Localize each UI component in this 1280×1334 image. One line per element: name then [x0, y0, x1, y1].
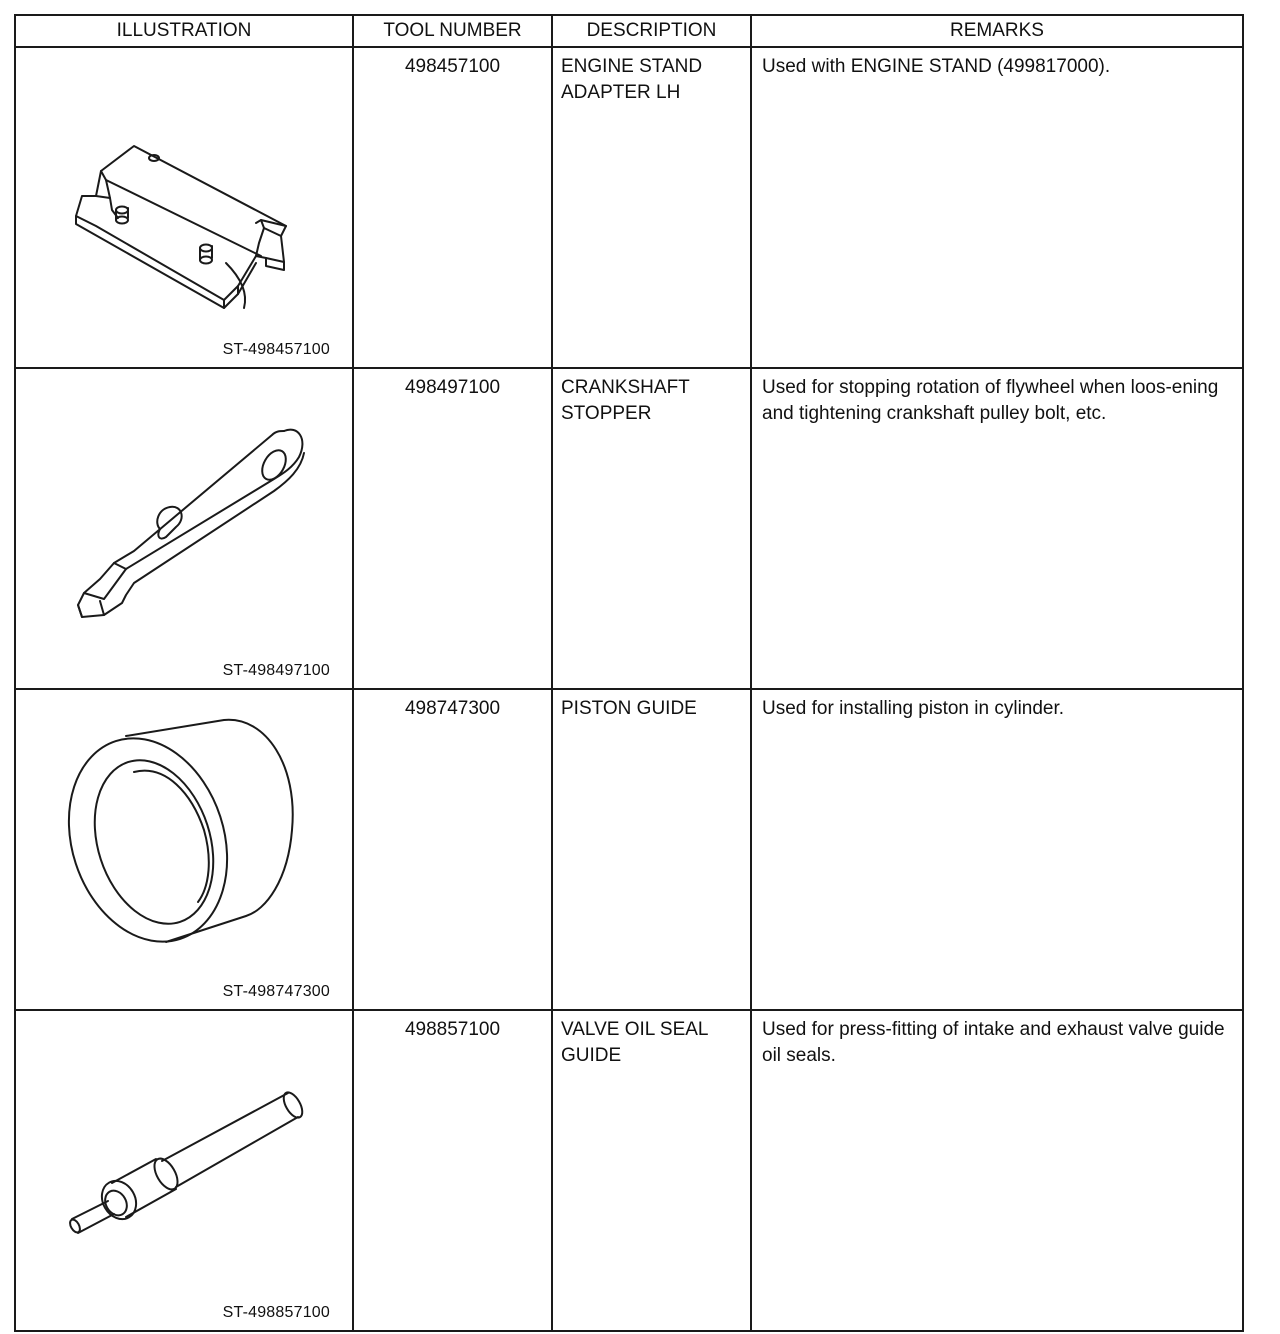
illustration-code: ST-498857100 [222, 1304, 330, 1321]
table-row [15, 689, 1243, 1010]
table-row [15, 368, 1243, 689]
header-illustration: ILLUSTRATION [15, 15, 353, 47]
engine-stand-adapter-icon [16, 48, 352, 358]
header-tool-number: TOOL NUMBER [353, 15, 552, 47]
tool-number: 498497100 [353, 368, 552, 689]
table-row [15, 1010, 1243, 1331]
illustration-code: ST-498497100 [222, 662, 330, 679]
remarks: Used for stopping rotation of flywheel when loos-ening and tightening crankshaft pulley bolt, etc. [751, 368, 1243, 689]
table-row [15, 47, 1243, 368]
tool-number: 498857100 [353, 1010, 552, 1331]
header-description: DESCRIPTION [552, 15, 751, 47]
illustration-cell [15, 368, 353, 689]
remarks: Used for press-fitting of intake and exhaust valve guide oil seals. [751, 1010, 1243, 1331]
description: VALVE OIL SEAL GUIDE [552, 1010, 751, 1331]
illustration-cell [15, 47, 353, 368]
header-remarks: REMARKS [751, 15, 1243, 47]
description: ENGINE STAND ADAPTER LH [552, 47, 751, 368]
piston-guide-icon [16, 690, 352, 1000]
description: CRANKSHAFT STOPPER [552, 368, 751, 689]
valve-oil-seal-guide-icon [16, 1011, 352, 1321]
header-row [15, 15, 1243, 47]
illustration-code: ST-498747300 [222, 983, 330, 1000]
tool-number: 498457100 [353, 47, 552, 368]
description: PISTON GUIDE [552, 689, 751, 1010]
illustration-cell [15, 1010, 353, 1331]
remarks: Used for installing piston in cylinder. [751, 689, 1243, 1010]
crankshaft-stopper-icon [16, 369, 352, 679]
special-tools-table [14, 14, 1244, 1332]
remarks: Used with ENGINE STAND (499817000). [751, 47, 1243, 368]
illustration-cell [15, 689, 353, 1010]
illustration-code: ST-498457100 [222, 341, 330, 358]
tool-number: 498747300 [353, 689, 552, 1010]
